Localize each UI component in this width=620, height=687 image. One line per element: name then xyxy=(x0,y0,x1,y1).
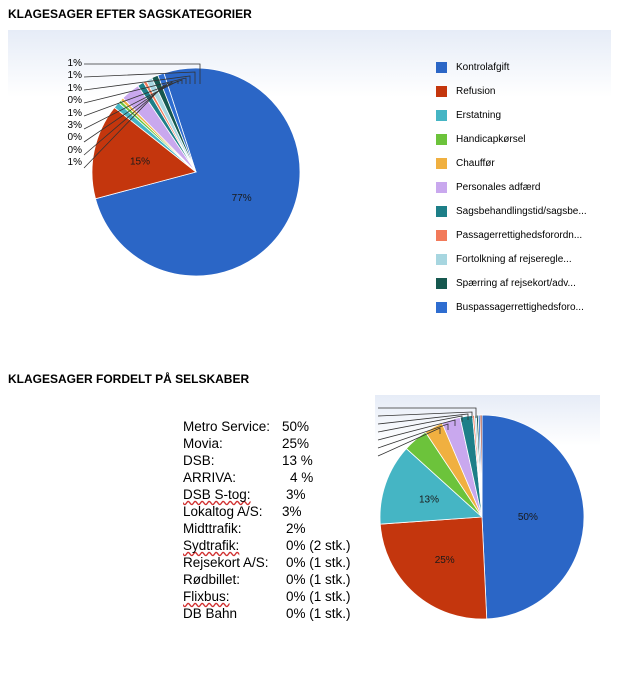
company-name: Midttrafik: xyxy=(183,521,242,536)
categories-leader-label: 3% xyxy=(67,119,82,131)
companies-label-dsb: 13% xyxy=(418,494,439,506)
company-share: 0% (1 stk.) xyxy=(286,606,351,621)
company-name: Lokaltog A/S: xyxy=(183,504,263,519)
categories-leader-label: 0% xyxy=(67,144,82,156)
legend-label: Spærring af rejsekort/adv... xyxy=(456,277,576,289)
company-share: 25% xyxy=(282,436,310,451)
company-share: 3% xyxy=(286,487,306,502)
categories-leader-label: 1% xyxy=(67,70,82,82)
company-share: 0% (1 stk.) xyxy=(286,572,351,587)
company-name: DB Bahn xyxy=(183,606,238,621)
company-name: Rødbillet: xyxy=(183,572,241,587)
legend-label: Erstatning xyxy=(456,109,502,121)
legend-label: Fortolkning af rejseregle... xyxy=(456,253,572,265)
categories-heading: KLAGESAGER EFTER SAGSKATEGORIER xyxy=(8,7,252,21)
categories-leader-label: 0% xyxy=(67,95,82,107)
company-share: 0% (2 stk.) xyxy=(286,538,351,553)
company-share: 0% (1 stk.) xyxy=(286,555,351,570)
legend-label: Handicapkørsel xyxy=(456,133,526,145)
legend-label: Sagsbehandlingstid/sagsbe... xyxy=(456,205,587,217)
company-share: 3% xyxy=(282,504,302,519)
legend-label: Buspassagerrettighedsforo... xyxy=(456,301,584,313)
legend-label: Chauffør xyxy=(456,157,495,169)
company-share: 50% xyxy=(282,419,310,434)
company-share: 2% xyxy=(286,521,306,536)
categories-leader-label: 1% xyxy=(67,157,82,169)
companies-heading: KLAGESAGER FORDELT PÅ SELSKABER xyxy=(8,372,250,386)
legend-label: Refusion xyxy=(456,85,496,97)
company-share: 0% (1 stk.) xyxy=(286,589,351,604)
companies-slice-movia xyxy=(380,517,486,619)
legend-label: Personales adfærd xyxy=(456,181,541,193)
categories-leader-label: 1% xyxy=(67,107,82,119)
company-name: DSB: xyxy=(183,453,215,468)
companies-label-metro-service: 50% xyxy=(517,511,538,523)
company-share: 13 % xyxy=(282,453,313,468)
company-name: Sydtrafik: xyxy=(183,538,240,553)
company-name: ARRIVA: xyxy=(183,470,237,485)
company-name: Flixbus: xyxy=(183,589,230,604)
legend-label: Passagerrettighedsforordn... xyxy=(456,229,583,241)
categories-leader-label: 1% xyxy=(67,58,82,69)
companies-label-movia: 25% xyxy=(434,554,455,566)
categories-leader-label: 1% xyxy=(67,82,82,94)
company-name: Metro Service: xyxy=(183,419,271,434)
company-name: Movia: xyxy=(183,436,223,451)
company-share: 4 % xyxy=(290,470,314,485)
company-name: Rejsekort A/S: xyxy=(183,555,269,570)
categories-leader-label: 0% xyxy=(67,132,82,144)
legend-label: Kontrolafgift xyxy=(456,61,510,73)
company-name: DSB S-tog: xyxy=(183,487,251,502)
categories-label-kontrolafgift: 77% xyxy=(231,192,252,204)
categories-label-refusion: 15% xyxy=(129,156,150,168)
